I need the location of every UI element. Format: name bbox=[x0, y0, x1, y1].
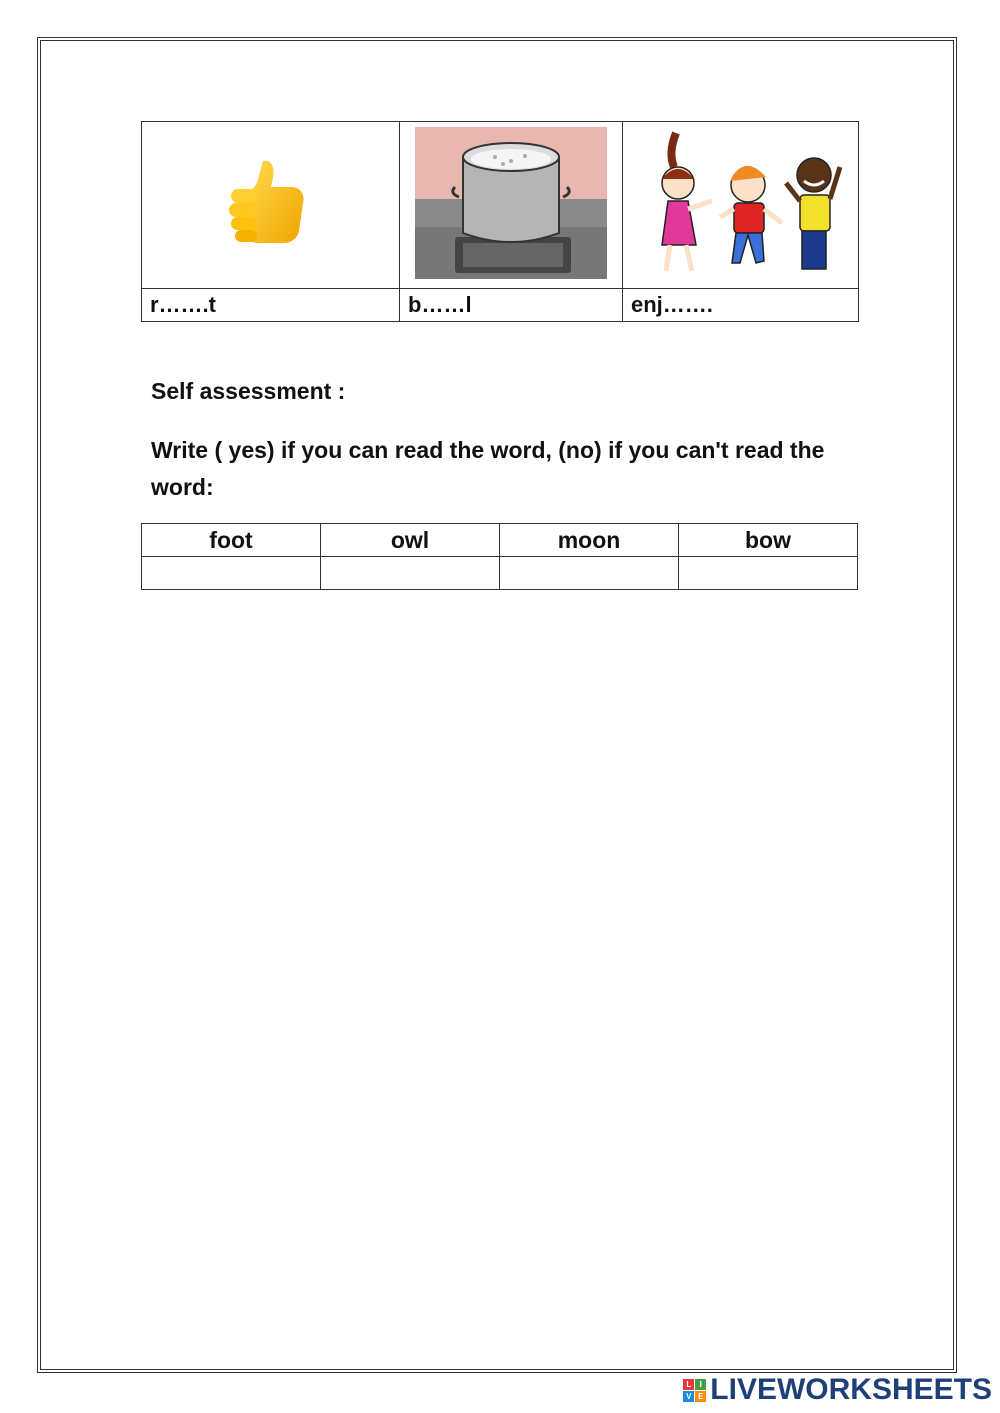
word-header-foot: foot bbox=[142, 524, 321, 557]
answer-cell-foot[interactable] bbox=[142, 557, 321, 590]
word-header-owl: owl bbox=[321, 524, 500, 557]
self-assessment-table bbox=[141, 523, 858, 590]
boiling-pot-image bbox=[415, 127, 607, 279]
logo-letter-i: I bbox=[695, 1379, 706, 1390]
logo-letter-l: L bbox=[683, 1379, 694, 1390]
word-blank-2[interactable]: b……l bbox=[400, 289, 623, 322]
picture-word-table bbox=[141, 121, 859, 322]
self-assessment-instruction: Write ( yes) if you can read the word, (no) if you can't read the word: bbox=[151, 437, 825, 500]
answer-cell-owl[interactable] bbox=[321, 557, 500, 590]
thumbs-up-icon bbox=[221, 153, 321, 253]
word-blank-1[interactable]: r…….t bbox=[142, 289, 400, 322]
word-header-moon: moon bbox=[500, 524, 679, 557]
logo-text: LIVEWORKSHEETS bbox=[710, 1373, 992, 1406]
dancing-kids-image bbox=[636, 123, 846, 283]
dancing-kids-cell bbox=[623, 122, 859, 289]
liveworksheets-logo[interactable] bbox=[683, 1373, 992, 1407]
thumbs-up-cell bbox=[142, 122, 400, 289]
boiling-pot-cell bbox=[400, 122, 623, 289]
word-blank-3[interactable]: enj……. bbox=[623, 289, 859, 322]
logo-letter-e: E bbox=[695, 1391, 706, 1402]
self-assessment-title: Self assessment : bbox=[151, 378, 346, 404]
answer-cell-bow[interactable] bbox=[679, 557, 858, 590]
logo-letter-v: V bbox=[683, 1391, 694, 1402]
logo-mark-icon bbox=[683, 1379, 706, 1402]
word-header-bow: bow bbox=[679, 524, 858, 557]
answer-cell-moon[interactable] bbox=[500, 557, 679, 590]
